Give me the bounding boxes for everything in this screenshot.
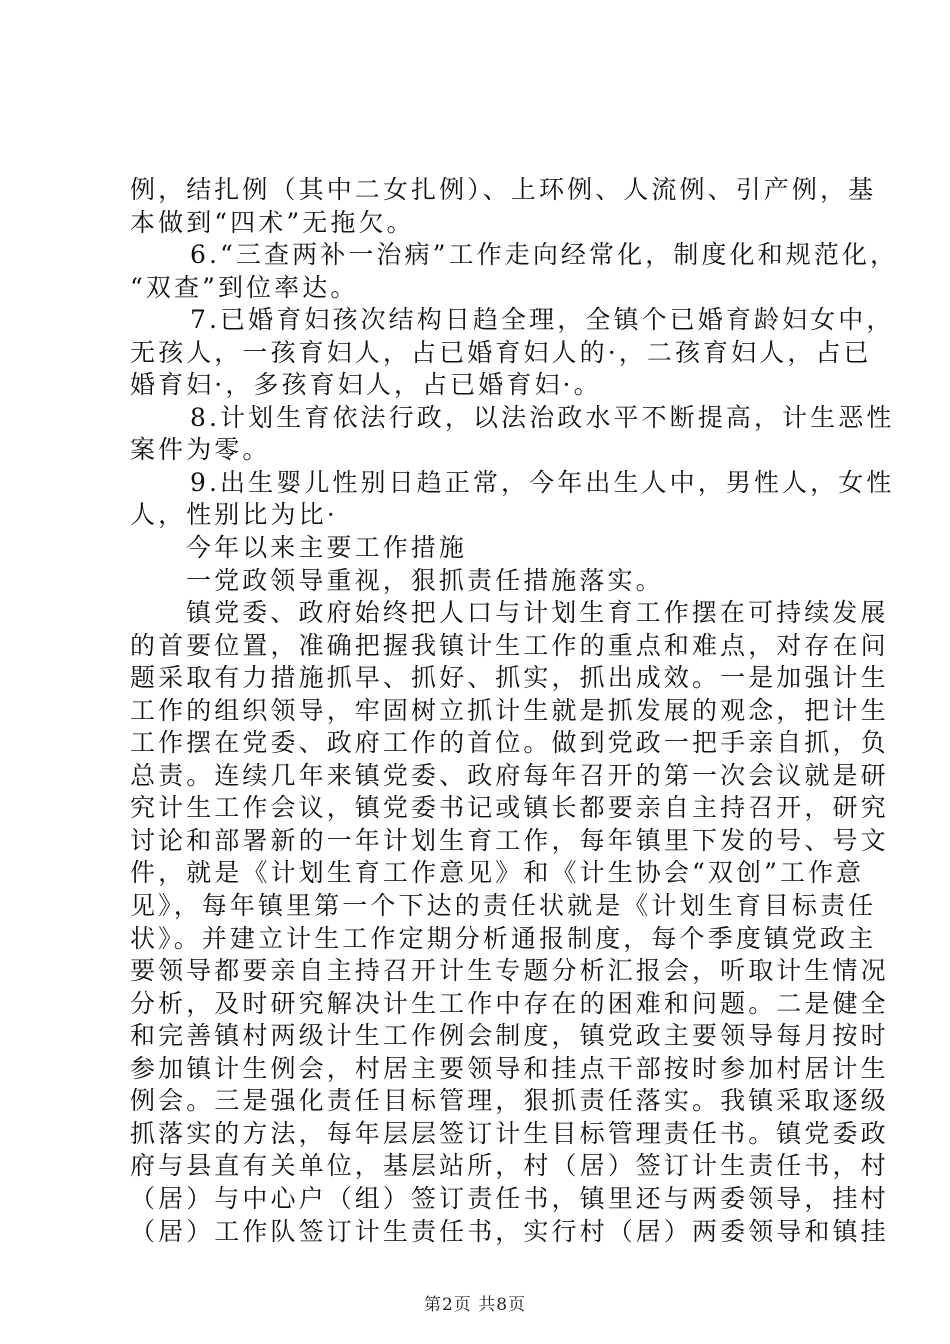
text-line: （居）与中心户（组）签订责任书，镇里还与两委领导，挂村	[130, 1183, 889, 1213]
text-line: 本做到“四术”无拖欠。	[130, 207, 415, 237]
text-line: 讨论和部署新的一年计划生育工作，每年镇里下发的号、号文	[130, 825, 889, 855]
text-line: 案件为零。	[130, 435, 271, 465]
text-line: 婚育妇·，多孩育妇人，占已婚育妇·。	[130, 370, 602, 400]
text-line: 今年以来主要工作措施	[186, 533, 468, 563]
text-line: 无孩人，一孩育妇人，占已婚育妇人的·，二孩育妇人，占已	[130, 337, 872, 367]
text-line: 府与县直有关单位，基层站所，村（居）签订计生责任书，村	[130, 1151, 889, 1181]
text-line: 6.“三查两补一治病”工作走向经常化，制度化和规范化，	[190, 240, 899, 270]
text-line: （居）工作队签订计生责任书，实行村（居）两委领导和镇挂	[130, 1216, 889, 1246]
text-line: 9.出生婴儿性别日趋正常，今年出生人中，男性人，女性	[190, 467, 895, 497]
text-line: 件，就是《计划生育工作意见》和《计生协会“双创”工作意	[130, 858, 865, 888]
text-line: “双查”到位率达。	[130, 272, 359, 302]
text-line: 分析，及时研究解决计生工作中存在的困难和问题。二是健全	[130, 988, 889, 1018]
text-line: 的首要位置，准确把握我镇计生工作的重点和难点，对存在问	[130, 630, 889, 660]
text-line: 8.计划生育依法行政，以法治政水平不断提高，计生恶性	[190, 402, 895, 432]
text-line: 7.已婚育妇孩次结构日趋全理，全镇个已婚育龄妇女中，	[190, 305, 895, 335]
text-line: 抓落实的方法，每年层层签订计生目标管理责任书。镇党委政	[130, 1118, 889, 1148]
text-line: 究计生工作会议，镇党委书记或镇长都要亲自主持召开，研究	[130, 793, 889, 823]
text-line: 一党政领导重视，狠抓责任措施落实。	[186, 565, 664, 595]
text-line: 见》，每年镇里第一个下达的责任状就是《计划生育目标责任	[130, 891, 877, 921]
text-line: 参加镇计生例会，村居主要领导和挂点干部按时参加村居计生	[130, 1053, 889, 1083]
page-footer: 第2页 共8页	[423, 1295, 527, 1315]
document-body	[130, 174, 899, 1248]
text-line: 例会。三是强化责任目标管理，狠抓责任落实。我镇采取逐级	[130, 1086, 889, 1116]
text-line: 镇党委、政府始终把人口与计划生育工作摆在可持续发展	[186, 598, 889, 628]
text-line: 工作的组织领导，牢固树立抓计生就是抓发展的观念，把计生	[130, 695, 889, 725]
text-line: 状》。并建立计生工作定期分析通报制度，每个季度镇党政主	[130, 923, 877, 953]
text-line: 工作摆在党委、政府工作的首位。做到党政一把手亲自抓，负	[130, 728, 889, 758]
text-line: 题采取有力措施抓早、抓好、抓实，抓出成效。一是加强计生	[130, 663, 889, 693]
text-line: 要领导都要亲自主持召开计生专题分析汇报会，听取计生情况	[130, 956, 889, 986]
text-line: 总责。连续几年来镇党委、政府每年召开的第一次会议就是研	[130, 760, 889, 790]
text-line: 人，性别比为比·	[130, 500, 338, 530]
text-line: 和完善镇村两级计生工作例会制度，镇党政主要领导每月按时	[130, 1021, 889, 1051]
text-line: 例，结扎例（其中二女扎例）、上环例、人流例、引产例，基	[130, 175, 877, 204]
